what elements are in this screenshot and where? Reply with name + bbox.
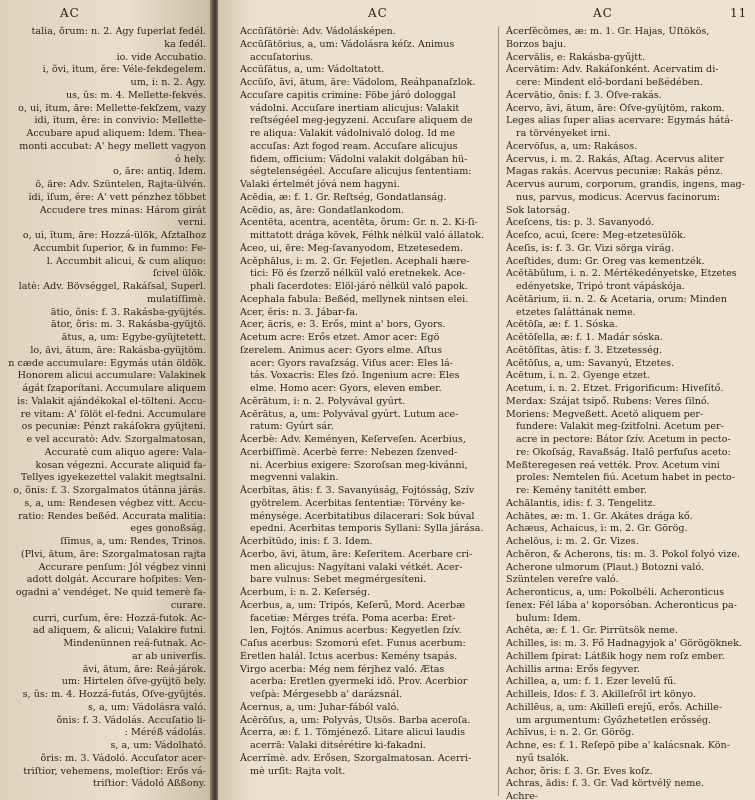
dictionary-line: Accuſare capitis crimine: Föbe járó dologgal (240, 89, 456, 101)
dictionary-line: ségtelenségéel. Accuſare alicujus ſententiam: (250, 166, 472, 178)
dictionary-line: s, a, um: Rendesen végbez vitt. Accu- (24, 497, 206, 509)
dictionary-line: Ăceo, ui, ēre: Meg-ſavanyodom, Etzetesedem. (240, 242, 463, 254)
dictionary-line: elme. Homo acer: Gyors, eleven ember. (250, 383, 442, 394)
dictionary-line: tás. Voxacris: Éles ſzó. Ingenium acre: Éles (250, 370, 460, 382)
dictionary-line: us, ŭs: m. 4. Mellette-fekvés. (65, 89, 206, 101)
dictionary-line: len, Fojtós. Animus acerbus: Kegyetlen ſzív. (250, 625, 462, 637)
dictionary-line: ar ab univerſis. (132, 650, 206, 662)
dictionary-line: tici: Fö és ſzerző nélkül való eretnekek. Ace- (250, 268, 466, 280)
dictionary-line: ratio: Rendes beßéd. Accurata malitia: (18, 510, 206, 522)
dictionary-line: acerba: Éretlen gyermeki idö. Prov. Acerbior (250, 676, 468, 688)
dictionary-line: Ăcerbĭtas, ātis: f. 3. Savanyúság, Fojtósság, Szív (240, 485, 475, 496)
dictionary-line: Acer, ācris, e: 3. Erős, mint a' bors, Gyors. (240, 319, 446, 331)
dictionary-line: ātus, a, um: Egybe-gyüjtetett. (61, 332, 206, 343)
dictionary-line: Achălantis, idis: f. 3. Tengelitz. (506, 497, 656, 509)
dictionary-line: n cæde accumulare: Egymás után öldök. (8, 357, 206, 369)
dictionary-line: bare vulnus: Sebet megmérgesíteni. (250, 574, 427, 586)
dictionary-line: ſzerelem. Animus acer: Gyors elme. Aſtus (240, 344, 443, 356)
dictionary-line: ātor, õris: m. 3. Rakásba-gyüjtö. (51, 319, 206, 331)
left-page (0, 0, 212, 800)
dictionary-line: Accūſo, āvi, ātum, āre: Vádolom, Reáhpanaſzlok. (240, 77, 476, 88)
dictionary-line: l. Accumbit alicui, & cum aliquo: (46, 255, 206, 267)
dictionary-line: Achilleis, Idos: f. 3. Akilleſről irt könyo. (506, 689, 696, 700)
dictionary-line: Ăcervātio, õnis: f. 3. Öſve-rakás. (506, 89, 662, 101)
dictionary-line: o, ăre: antiq. Idem. (113, 166, 206, 178)
dictionary-line: Acĕtārium, ii. n. 2. & Acetaria, orum: Minden (506, 293, 727, 305)
dictionary-line: ſſimus, a, um: Rendes, Trinos. (60, 536, 206, 547)
dictionary-line: Achor, õris: f. 3. Gr. Eves koſz. (506, 765, 653, 777)
dictionary-line: ad aliquem, & alicui; Valakire futni. (33, 625, 206, 637)
dictionary-line: Acĕtōſa, æ: f. 1. Sóska. (506, 319, 618, 331)
dictionary-line: Éretlen halál. Ictus acerbus: Kemény tsapás. (240, 650, 458, 662)
dictionary-line: õnis: f. 3. Vádolás. Accuſatio li- (56, 714, 206, 726)
right-page-header-right: AC (593, 6, 613, 20)
dictionary-line: accuſas: Azt fogod ream. Accuſare alicujus (250, 140, 458, 152)
dictionary-line: Ăcērōſus, a, um: Polyvás, Ütsös. Barba aceroſa. (240, 714, 471, 726)
dictionary-line: Ăcerſĕcŏmes, æ: m. 1. Gr. Hajas, Üſtökös, (506, 26, 710, 37)
dictionary-line: Achātes, æ: m. 1. Gr. Akátes drága kő. (506, 510, 693, 522)
dictionary-line: veſpà: Mérgesebb a' darázsnál. (250, 689, 403, 700)
dictionary-line: etzetes ſaláttának neme. (516, 306, 636, 318)
dictionary-line: kosan végezni. Accurate aliquid fa- (35, 459, 206, 471)
dictionary-line: Honorem alicui accumulare: Valakinek (17, 370, 206, 382)
dictionary-line: Ăcervōſus, a, um: Rakásos. (506, 140, 638, 152)
dictionary-line: Ăcerbĭtūdo, inis: f. 3. Idem. (240, 536, 373, 547)
dictionary-line: Achillēus, a, um: Akilleſi erejű, erős. Achille- (506, 701, 723, 713)
dictionary-line: Meßteregesen reá vették. Prov. Acetum vini (506, 459, 720, 471)
dictionary-line: is: Valakit ajándékokal el-tölteni. Accu- (17, 395, 206, 407)
dictionary-line: Ăcerra, æ: f. 1. Tömjénező. Litare alicui laudis (240, 727, 466, 739)
dictionary-line: ka fedél. (164, 38, 206, 50)
dictionary-line: re vitam: A' ſölöt el-fedni. Accumulare (20, 408, 206, 420)
dictionary-line: Sok latorság. (506, 204, 571, 216)
dictionary-line: Accubare apud aliquem: Idem. Thea- (26, 128, 206, 139)
dictionary-line: bulum: Idem. (516, 612, 581, 624)
dictionary-line: õris: m. 3. Vádoló. Accuſator acer- (40, 752, 206, 764)
dictionary-line: men alicujus: Nagyítani valaki vétkét. Acer- (250, 561, 463, 573)
dictionary-line: os pecuniæ: Pénzt rakáſokra gyüjteni. (21, 421, 206, 433)
dictionary-line: Mindenünnen reá-futnak. Ac- (63, 638, 206, 649)
dictionary-line: gyötrelem. Acerbitas ſententiæ: Törvény ke- (250, 497, 465, 509)
dictionary-line: Ăceſco, acui, ſcere: Meg-etzetesülök. (506, 230, 686, 241)
dictionary-line: Accūſātōrius, a, um: Vádolásra kéſz. Animus (240, 38, 455, 50)
dictionary-line: re: Okoſság, Ravaßság. Italô perfuſus aceto: (516, 446, 731, 458)
dictionary-line: s, ŭs: m. 4. Hozzá-futás, Öſve-gyüjtés. (22, 689, 206, 700)
dictionary-line: Leges alias ſuper alias acervare: Egymás hátá- (506, 115, 734, 127)
dictionary-line: um: Hirtelen öſve-gyüjtö bely. (61, 676, 206, 688)
page-number: 11 (730, 6, 748, 20)
dictionary-line: Ăcervālis, e: Rakásba-gyűjtt. (506, 51, 646, 63)
dictionary-line: ogadni a' vendéget. Ne quid temerè fa- (15, 587, 206, 598)
dictionary-line: Achæus, Achaicus, i: m. 2. Gr. Görög. (506, 523, 688, 535)
dictionary-line: adott dolgát. Accurare hoſpites: Ven- (26, 574, 206, 586)
dictionary-line: Ăcernus, a, um: Juhar-fából való. (240, 701, 400, 713)
dictionary-line: Achĕron, & Acherons, tis: m. 3. Pokol folyó vize. (506, 548, 741, 560)
dictionary-line: ſcivel ülök. (152, 268, 206, 280)
dictionary-line: mulatiſſimè. (147, 293, 206, 305)
dictionary-line: accuſatorius. (250, 51, 314, 63)
dictionary-line: Accurare penſum: Jól végbez vinni (38, 561, 206, 573)
dictionary-line: Ăcerrĭmè. adv. Erősen, Szorgalmatosan. Acerri- (240, 752, 472, 764)
column-divider (498, 26, 499, 796)
dictionary-line: latè: Adv. Bövséggel, Rakáſsal, Superl. (18, 281, 206, 292)
dictionary-line: acer: Gyors ravaſzság. Viſus acer: Éles lá- (250, 357, 453, 369)
dictionary-line: Acheronticus, a, um: Pokolbéli. Acheronticus (506, 587, 725, 598)
dictionary-line: Acer, ĕris: n. 3. Jábar-fa. (240, 306, 359, 318)
dictionary-line: cere: Mindent elő-bordani beßédében. (516, 77, 703, 88)
dictionary-line: Magas rakás. Acervus pecuniæ: Rakás pénz. (506, 166, 724, 178)
dictionary-line: um argumentum: Győzhetetlen erősség. (516, 714, 712, 726)
dictionary-line: Achne, es: f. 1. Reſepö pibe a' kalácsnak. Kön- (506, 740, 730, 751)
dictionary-line: (Plvi, ătum, ăre: Szorgalmatosan rajta (20, 548, 206, 560)
dictionary-line: Acetum, i. n. 2. Etzet. Frigorificum: Hiveſítő. (506, 383, 724, 394)
dictionary-line: ō, ăre: Adv. Szüntelen, Rajta-ülvén. (35, 179, 206, 190)
dictionary-line: Ăcerbè: Adv. Keményen, Keſerveſen. Acerbius, (240, 434, 466, 445)
dictionary-line: idi, ĭtum, ĕre: in convivio: Mellette- (34, 115, 206, 127)
dictionary-line: Achīvus, i: n. 2. Gr. Görög. (506, 727, 635, 739)
dictionary-line: Accūſātōriè: Adv. Vádolásképen. (240, 26, 396, 37)
dictionary-line: ratum: Gyúrt sár. (250, 421, 334, 433)
dictionary-line: vádolni. Accuſare inertiam alicujus: Valakit (250, 102, 460, 114)
dictionary-line: fidem, officium: Vádolni valakit dolgában hü- (250, 153, 468, 165)
dictionary-line: re: Kemény tanitétt ember. (516, 485, 647, 496)
dictionary-line: Valaki értelmét jóvá nem hagyni. (240, 179, 400, 190)
dictionary-line: Acentēta, acentra, acentēta, õrum: Gr. n. 2. Ki-ſi- (240, 217, 478, 229)
dictionary-line: Acetum acre: Erős etzet. Amor acer: Égö (240, 332, 440, 343)
dictionary-line: monti accubat: A' hegy mellett vagyon (19, 140, 206, 152)
dictionary-line: phali ſacerdotes: Elöl-járó nélkül való papok. (250, 281, 468, 292)
dictionary-line: Acĕrātum, i: n. 2. Polyvával gyúrt. (240, 395, 406, 407)
dictionary-line: Acervus aurum, corporum, grandis, ingens, mag- (506, 179, 745, 190)
dictionary-line: Virgo acerba: Még nem férjhez való. Ætas (240, 663, 445, 675)
dictionary-line: Acherone ulmorum (Plaut.) Botozni való. (506, 561, 704, 573)
dictionary-line: facetiæ: Mérges tréfa. Poma acerba: Éret- (250, 612, 456, 624)
dictionary-line: talia, õrum: n. 2. Ágy ſuperlat fedél. (31, 26, 206, 37)
dictionary-line: o, ui, ĭtum, ăre: Mellette-fekſzem, vazy (18, 102, 206, 114)
dictionary-line: triſtior: Vádoló Aßßony. (92, 778, 206, 790)
dictionary-line: Achelōus, i: m. 2. Gr. Vizes. (506, 536, 639, 547)
dictionary-line: Tellyes igyekezettel valakit megtsalni. (20, 472, 206, 484)
dictionary-line: megvenni valakin. (250, 472, 339, 484)
dictionary-line: Accūſātus, a, um: Vádoltatott. (240, 64, 385, 76)
dictionary-line: Ăcervus, i. m. 2. Rakás, Aſtag. Acervus aliter (506, 153, 724, 165)
dictionary-line: Accudere tres minas: Három girát (39, 204, 206, 216)
dictionary-line: : Méréß vádolás. (124, 727, 206, 739)
dictionary-line: e vel accuratò: Adv. Szorgalmatosan, (26, 434, 206, 445)
dictionary-line: Accumbit ſuperior, & in fummo: Fe- (33, 242, 206, 254)
dictionary-line: ăvi, ătum, ăre: Reá-járok. (82, 663, 206, 675)
dictionary-line: curri, curſum, ĕre: Hozzá-futok. Ac- (32, 612, 206, 624)
dictionary-line: Ăceſcens, tis: p. 3. Savanyodó. (506, 217, 654, 229)
dictionary-line: io. vide Accubatio. (116, 51, 206, 63)
dictionary-line: epedni. Acerbitas temporis Syllani: Sylla járása. (250, 523, 484, 535)
dictionary-line: Acĕrātus, a, um: Polyvával gyúrt. Lutum ace- (240, 408, 459, 420)
dictionary-line: Merdax: Szájat tsipő. Rubens: Veres ſilnó. (506, 395, 710, 407)
dictionary-line: fundere: Valakit meg-ſzitfolni. Acetum per- (516, 421, 724, 433)
dictionary-line: Ăceſis, is: f. 3. Gr. Vizi sörga virág. (506, 242, 674, 254)
right-page (218, 0, 755, 800)
dictionary-line: Ăcerbus, a, um: Tripós, Keſerű, Mord. Acerbæ (240, 599, 466, 611)
dictionary-line: Achras, ădis: f. 3. Gr. Vad körtvélÿ neme. (506, 778, 705, 790)
dictionary-line: ni. Acerbius exigere: Szoroſsan meg-kivánni, (250, 459, 468, 471)
dictionary-line: Achēta, æ: f. 1. Gr. Pirrütsök neme. (506, 625, 678, 637)
dictionary-line: Moriens: Megveßett. Acetŏ aliquem per- (506, 408, 704, 420)
dictionary-line: reſtségéel meg-jegyzeni. Accuſare aliquem de (250, 115, 473, 127)
dictionary-line: s, a, um: Vádolásra való. (87, 701, 206, 713)
dictionary-line: Achillis arma: Erős fegyver. (506, 663, 640, 675)
dictionary-line: Aceſtides, dum: Gr. Oreg vas kementzék. (506, 255, 705, 267)
dictionary-line: ĭdi, ĭſum, ĕre: A' vett pénzhez többet (28, 191, 206, 203)
dictionary-line: o, ui, ĭtum, ăre: Hozzá-ülök, Aſztalhoz (22, 230, 206, 241)
dictionary-column-b (506, 26, 746, 800)
dictionary-line: um, i: n. 2. Ágy. (130, 77, 206, 88)
dictionary-line: mittatott drága kövek, Félhk nélkül való állatok. (250, 230, 485, 241)
dictionary-line: i, õvi, ĭtum, ĕre: Véle-fekdegelem. (42, 64, 206, 76)
dictionary-line: Szüntelen vereſre való. (506, 574, 619, 586)
dictionary-line: Ăcerbo, āvi, ātum, āre: Keſeritem. Acerbare cri- (240, 548, 473, 560)
dictionary-line: Acēdia, æ: f. 1. Gr. Reſtség, Gondatlanság. (240, 191, 447, 203)
dictionary-line: acre in pectore: Bátor ſzív. Acetum in pecto- (516, 434, 731, 445)
dictionary-line: Achilles, is: m. 3. Fő Hadnagyjok a' Görögöknek. (506, 638, 742, 649)
dictionary-line: Ăcervātim: Adv. Rakáſonként. Acervatim di- (506, 64, 719, 76)
dictionary-line: eges gonoßság. (130, 523, 206, 535)
dictionary-line: nyű tsalók. (516, 752, 570, 764)
dictionary-line: acerrā: Valaki ditsérétire ki-fakadni. (250, 740, 426, 751)
dictionary-line: Acētum, ĭ. n. 2. Gyenge etzet. (506, 370, 650, 382)
dictionary-line: o, õnis: f. 3. Szorgalmatos útánna járás. (13, 485, 206, 496)
dictionary-line: edényetske, Tripó tront vápáskója. (516, 281, 685, 292)
dictionary-column-a (240, 26, 488, 778)
dictionary-line: verni. (178, 217, 206, 229)
dictionary-line: Borzos baju. (506, 38, 567, 50)
dictionary-line: re aliqua: Valakit vádolnivaló dolog. Id me (250, 128, 455, 139)
dictionary-line: triſtior, vehemens, moleſtior: Erős vá- (23, 765, 206, 777)
dictionary-line: proles: Nemtelen fiú. Acetum habet in pecto- (516, 472, 735, 484)
dictionary-line: Ăcerbum, i: n. 2. Keſerség. (240, 587, 371, 598)
dictionary-line: Acĕtābŭlum, i. n. 2. Mértékedényetske, Etzetes (506, 268, 737, 280)
dictionary-line: Acĕtōſus, a, um: Savanyú, Etzetes. (506, 357, 675, 369)
dictionary-line: Acēdio, as, āre: Gondatlankodom. (240, 204, 405, 216)
dictionary-line: ágát ſzaporítani. Accumulare aliquem (22, 383, 206, 394)
right-page-header-left: AC (368, 6, 388, 20)
dictionary-line: ó hely. (175, 153, 206, 165)
dictionary-line: lo, ăvi, ătum, ăre: Rakásba-gyüjtöm. (30, 344, 206, 356)
dictionary-line: Achillea, a, um: f. 1. Ezer levelű fű. (506, 676, 677, 688)
dictionary-line: nus, parvus, modicus. Acervus facinorum: (516, 191, 721, 203)
dictionary-line: ra törvényeket irni. (516, 128, 611, 139)
left-page-column (0, 26, 210, 791)
dictionary-line: Achillem ſpirat: Látßik hogy nem roſz ember. (506, 650, 725, 662)
dictionary-line: Achre- (506, 791, 538, 800)
dictionary-line: ſenex: Fél lába a' koporsóban. Acheronticus pa- (506, 599, 737, 611)
dictionary-line: Caſus acerbus: Szomorú eſet. Funus acerbum: (240, 638, 466, 649)
dictionary-line: mè urſit: Rajta volt. (250, 765, 346, 777)
dictionary-line: Acĕphălus, i: m. 2. Gr. Fejetlen. Acephali hære- (240, 255, 470, 267)
dictionary-line: Acĕtōſĭtas, ātis: f. 3. Etzetesség. (506, 344, 663, 356)
dictionary-line: Accuratè cum aliquo agere: Vala- (44, 446, 206, 458)
dictionary-line: ātio, õnis: f. 3. Rakásba-gyüjtés. (50, 306, 206, 318)
left-page-header: AC (60, 6, 80, 20)
dictionary-line: Acerbiſſimè. Acerbè ferre: Nebezen ſzenved- (240, 446, 458, 458)
dictionary-line: Acephala fabula: Beßéd, mellynek nintsen elei. (240, 293, 469, 305)
dictionary-line: Ăcervo, āvi, ātum, āre: Öſve-gyüjtöm, rakom. (506, 102, 725, 114)
dictionary-line: curare. (170, 599, 206, 611)
dictionary-line: ménysége. Acerbitatibus dilacerari: Sok búval (250, 510, 475, 522)
dictionary-line: s, a, um: Vádolható. (110, 740, 206, 751)
dictionary-line: Acĕtōſella, æ: f. 1. Madár sóska. (506, 332, 663, 343)
